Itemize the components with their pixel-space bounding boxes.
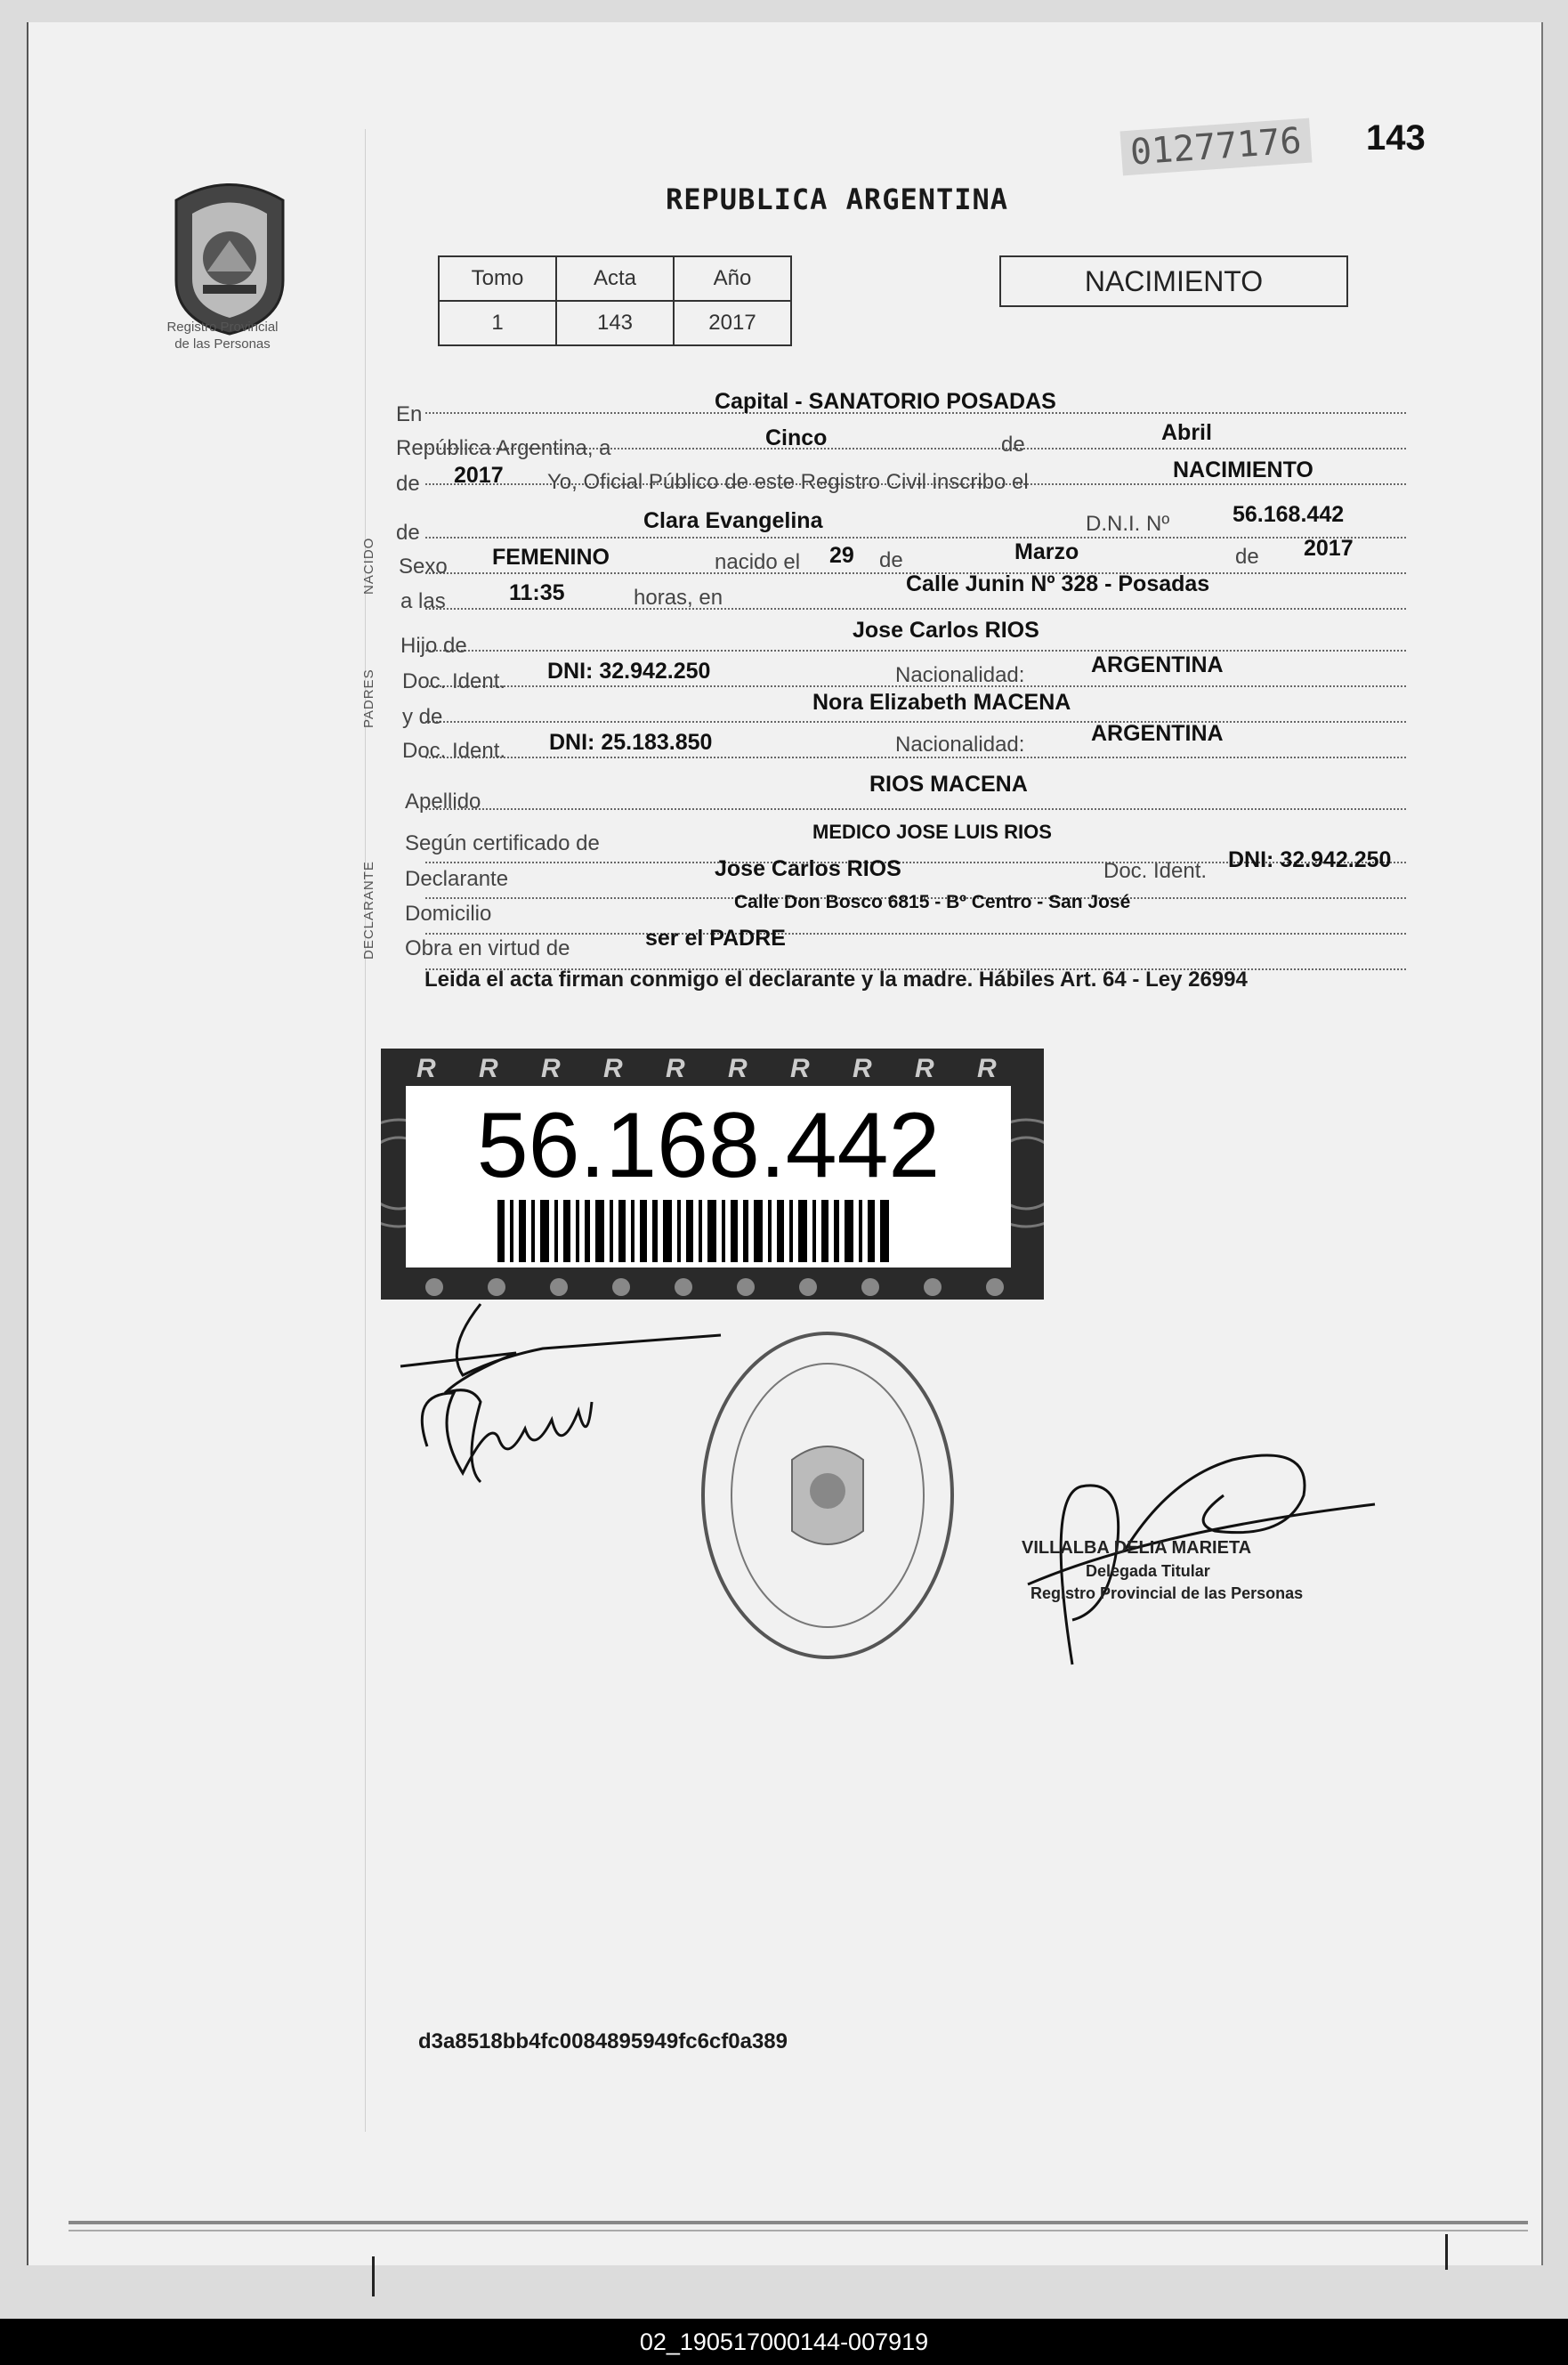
register-table	[438, 255, 792, 346]
value-obra: ser el PADRE	[645, 926, 786, 951]
svg-text:R: R	[541, 1054, 561, 1083]
provincial-seal-icon	[158, 174, 301, 338]
value-lugar-nacimiento: Calle Junin Nº 328 - Posadas	[906, 571, 1210, 596]
value-nombre: Clara Evangelina	[643, 508, 823, 533]
table-cell: 1	[439, 301, 556, 345]
table-cell: 143	[556, 301, 674, 345]
officer-name: VILLALBA DELIA MARIETA	[1022, 1538, 1252, 1558]
label-de-4: de	[879, 548, 903, 572]
margin-line	[365, 129, 366, 2132]
sticker-label	[406, 1086, 1011, 1268]
label-de-3: de	[396, 521, 420, 545]
label-apellido: Apellido	[405, 790, 481, 814]
value-doc-2: DNI: 25.183.850	[549, 730, 713, 755]
svg-text:R: R	[479, 1054, 498, 1083]
table-row	[439, 301, 791, 345]
value-sexo: FEMENINO	[492, 545, 610, 570]
seal-caption	[133, 319, 311, 352]
svg-text:R: R	[666, 1054, 685, 1083]
value-padre: Jose Carlos RIOS	[853, 618, 1039, 643]
side-label-padres: PADRES	[361, 668, 376, 728]
page-edge-2	[69, 2230, 1528, 2231]
value-dni: 56.168.442	[1233, 502, 1345, 527]
label-doc-3: Doc. Ident.	[1103, 859, 1208, 883]
footer-id: 02_190517000144-007919	[0, 2319, 1568, 2365]
value-doc-3: DNI: 32.942.250	[1228, 847, 1392, 872]
value-nac-mes: Marzo	[1014, 539, 1079, 564]
value-hora: 11:35	[509, 580, 565, 605]
label-certificado: Según certificado de	[405, 831, 600, 855]
svg-text:R: R	[603, 1054, 623, 1083]
side-label-nacido: NACIDO	[361, 537, 376, 595]
label-de-2: de	[396, 472, 420, 496]
label-alas: a las	[400, 589, 446, 613]
seal-caption-line: de las Personas	[174, 336, 271, 352]
serial-number: 01277176	[1120, 118, 1313, 176]
value-domicilio: Calle Don Bosco 6815 - Bº Centro - San José	[734, 892, 1131, 912]
label-hijo: Hijo de	[400, 634, 467, 658]
label-y-de: y de	[402, 705, 443, 729]
svg-text:R: R	[728, 1054, 748, 1083]
closing-note: Leida el acta firman conmigo el declarante y la madre. Hábiles Art. 64 - Ley 26994	[424, 968, 1248, 992]
value-nac-anio: 2017	[1304, 536, 1354, 561]
sticker-dni-number: 56.168.442	[476, 1094, 941, 1197]
side-label-declarante: DECLARANTE	[361, 861, 376, 960]
value-mes: Abril	[1161, 420, 1212, 445]
value-apellido: RIOS MACENA	[869, 772, 1028, 797]
value-dia: Cinco	[765, 425, 828, 450]
act-type-box: NACIMIENTO	[999, 255, 1348, 307]
value-doc-1: DNI: 32.942.250	[547, 659, 711, 684]
svg-text:R: R	[853, 1054, 872, 1083]
svg-text:R: R	[915, 1054, 934, 1083]
value-anio: 2017	[454, 463, 504, 488]
seal-caption-line: Registro Provincial	[166, 320, 279, 335]
value-inscribo: NACIMIENTO	[1173, 458, 1313, 482]
officer-office: Registro Provincial de las Personas	[1031, 1584, 1304, 1602]
table-row	[439, 256, 791, 301]
barcode-icon	[497, 1200, 889, 1262]
label-dni: D.N.I. Nº	[1086, 512, 1170, 536]
label-nac-2: Nacionalidad:	[895, 733, 1025, 757]
value-declarante: Jose Carlos RIOS	[715, 856, 901, 881]
table-header: Acta	[556, 256, 674, 301]
officer-role: Delegada Titular	[1086, 1562, 1210, 1580]
official-stamp-icon	[694, 1326, 961, 1664]
value-lugar-inscripcion: Capital - SANATORIO POSADAS	[715, 389, 1056, 414]
label-domicilio: Domicilio	[405, 902, 492, 926]
dotted-line	[425, 935, 1406, 970]
label-en: En	[396, 402, 423, 426]
label-obra: Obra en virtud de	[405, 936, 570, 960]
label-de: de	[1001, 433, 1025, 457]
label-doc-1: Doc. Ident.	[402, 669, 506, 693]
document-hash: d3a8518bb4fc0084895949fc6cf0a389	[418, 2029, 788, 2053]
value-nac-2: ARGENTINA	[1091, 721, 1224, 746]
page-edge	[69, 2221, 1528, 2224]
edge-tick	[372, 2256, 375, 2296]
label-nac-1: Nacionalidad:	[895, 663, 1025, 687]
value-certificado: MEDICO JOSE LUIS RIOS	[812, 821, 1052, 843]
label-de-5: de	[1235, 545, 1259, 569]
table-header: Año	[674, 256, 791, 301]
label-horas: horas, en	[634, 586, 723, 610]
dni-sticker	[381, 1049, 1044, 1300]
label-sexo: Sexo	[399, 555, 448, 579]
page-number: 143	[1366, 118, 1426, 158]
svg-text:R: R	[416, 1054, 436, 1083]
document-title: REPUBLICA ARGENTINA	[666, 182, 1009, 216]
label-doc-2: Doc. Ident.	[402, 739, 506, 763]
svg-text:R: R	[790, 1054, 810, 1083]
value-madre: Nora Elizabeth MACENA	[812, 690, 1071, 715]
label-declarante: Declarante	[405, 867, 509, 891]
svg-text:R: R	[977, 1054, 997, 1083]
label-yo: Yo, Oficial Público de este Registro Civil inscribo el	[547, 470, 1029, 494]
value-nac-1: ARGENTINA	[1091, 652, 1224, 677]
label-republica: República Argentina, a	[396, 436, 611, 460]
table-header: Tomo	[439, 256, 556, 301]
table-cell: 2017	[674, 301, 791, 345]
value-nac-dia: 29	[829, 543, 854, 568]
label-nacido: nacido el	[715, 550, 801, 574]
edge-tick	[1445, 2234, 1448, 2270]
